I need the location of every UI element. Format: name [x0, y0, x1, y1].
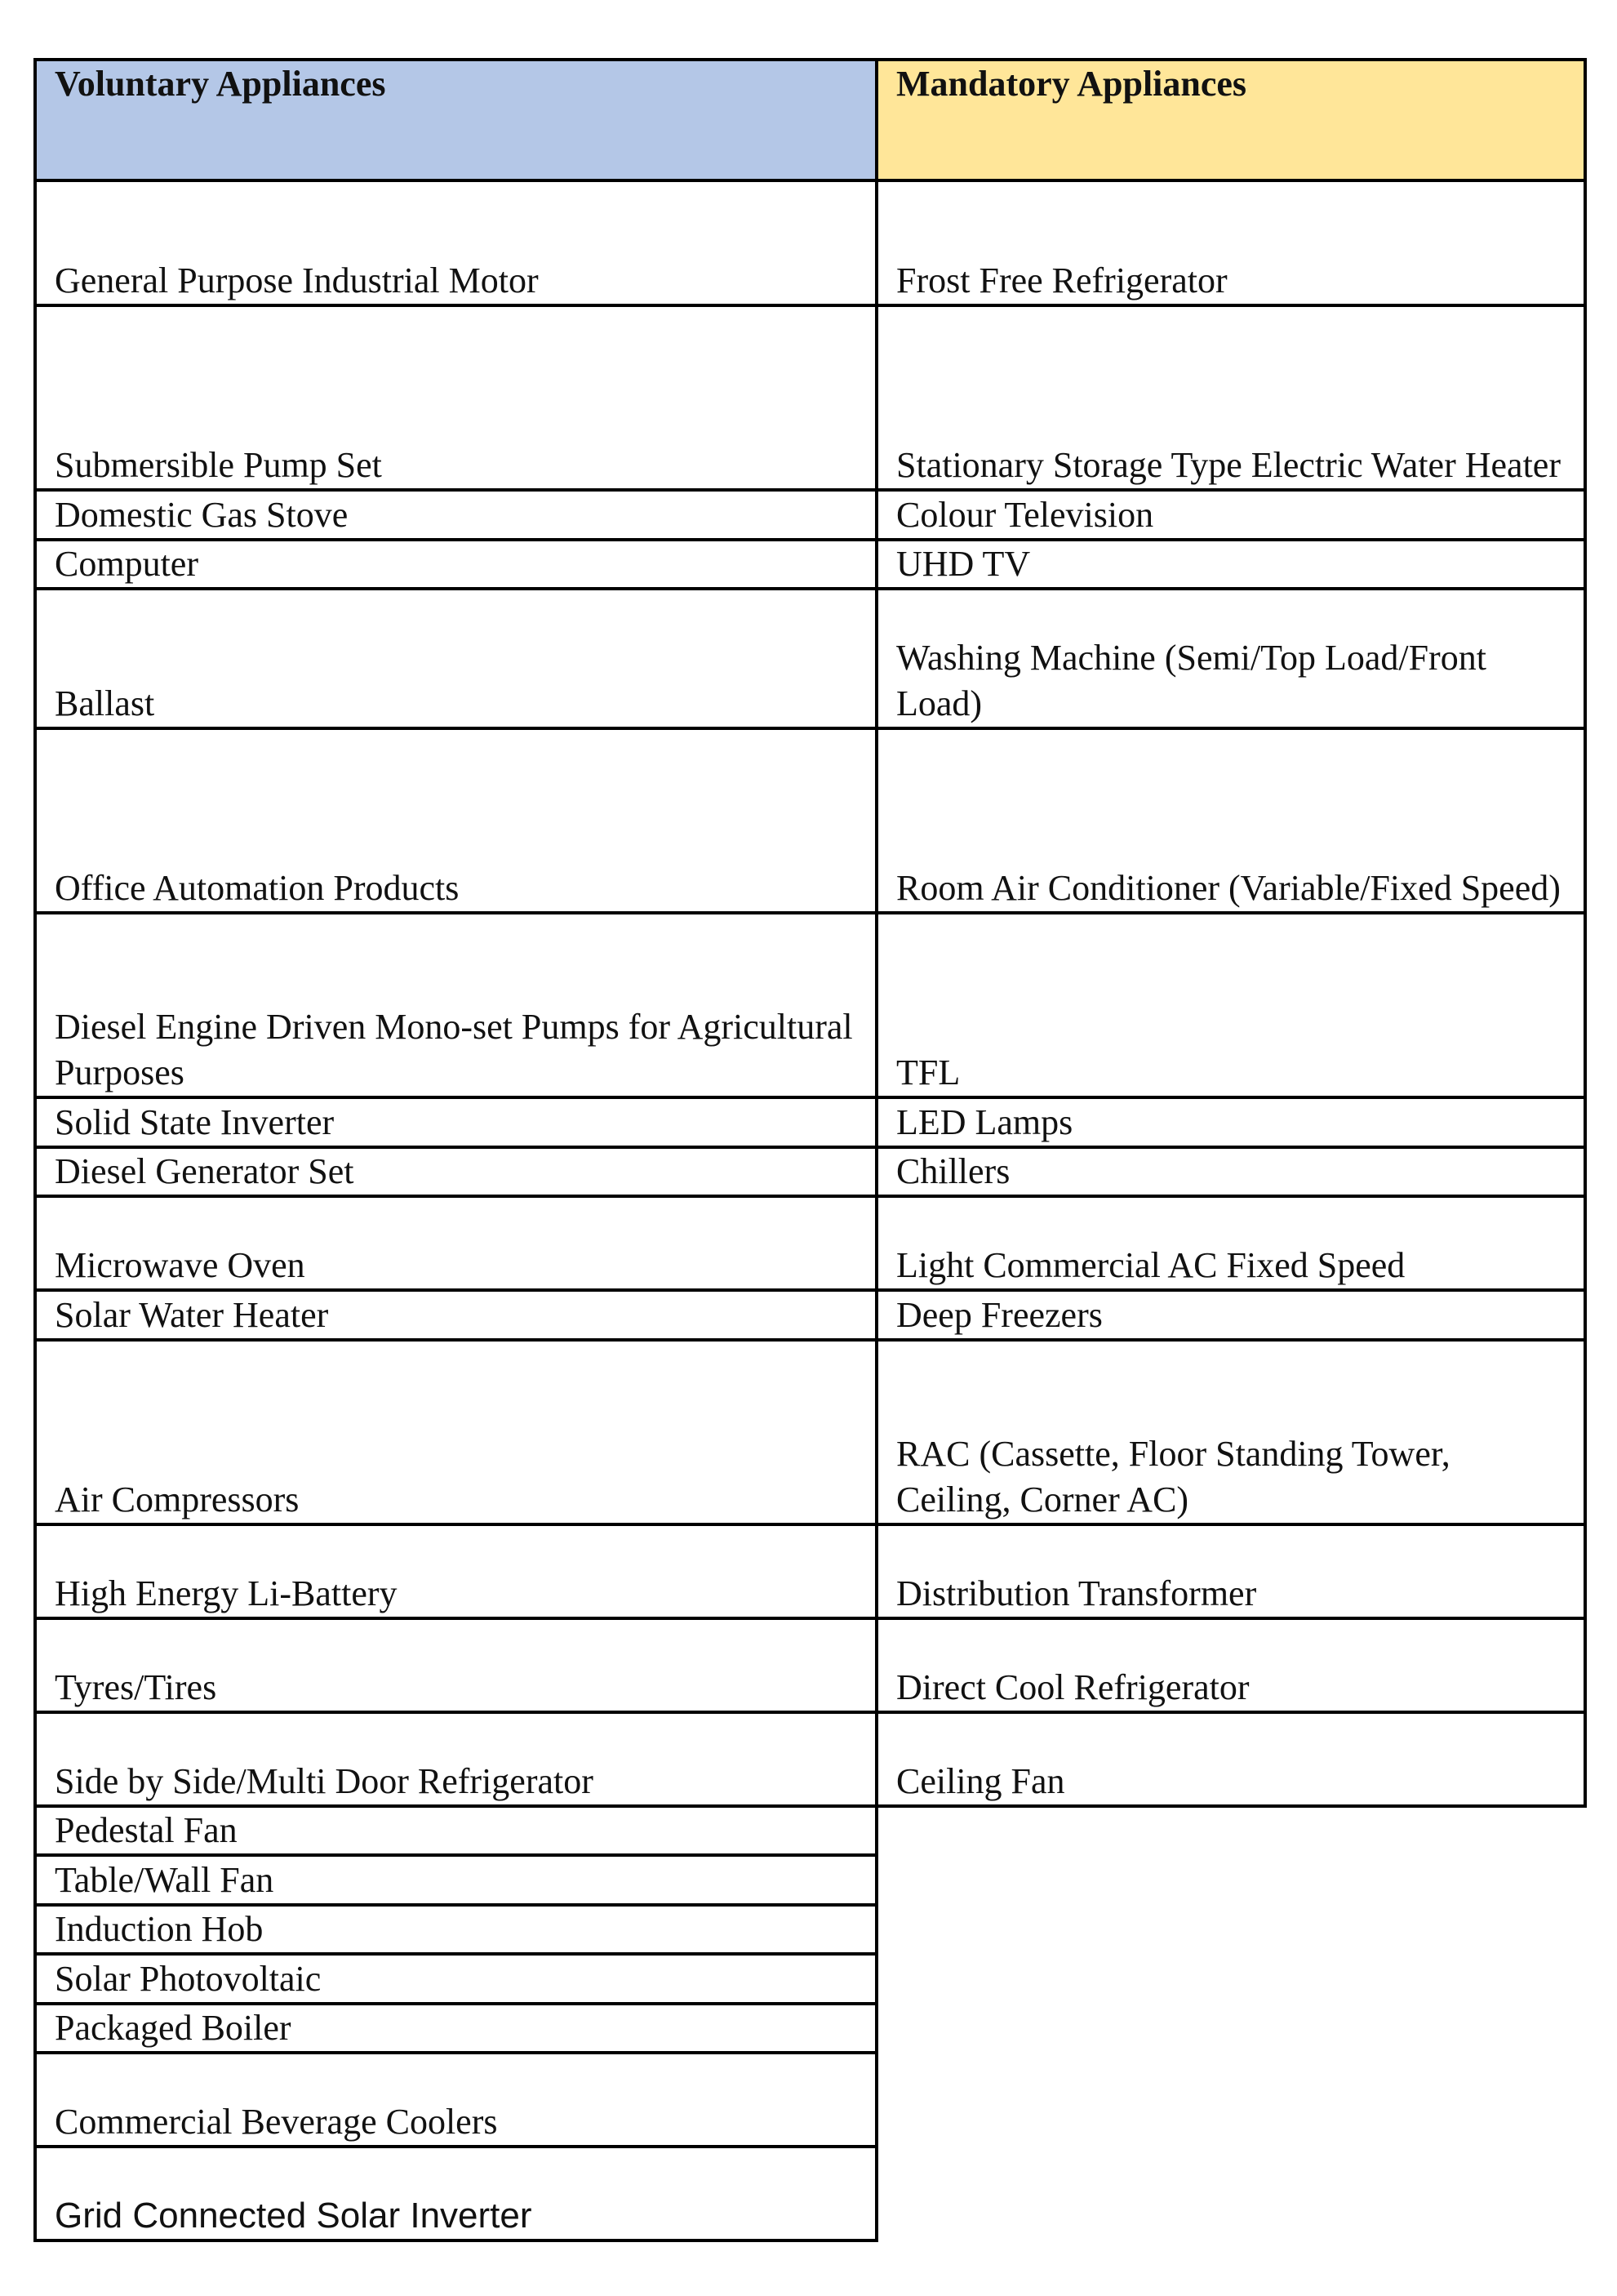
empty-cell: [877, 1806, 1585, 1855]
mandatory-cell: Stationary Storage Type Electric Water Heater: [877, 305, 1585, 490]
appliances-table: [33, 58, 1587, 2242]
mandatory-cell: UHD TV: [877, 540, 1585, 589]
table-row: [35, 2053, 1585, 2147]
mandatory-cell: Chillers: [877, 1147, 1585, 1196]
empty-cell: [877, 2053, 1585, 2147]
mandatory-cell: Ceiling Fan: [877, 1712, 1585, 1806]
table-row: [35, 1618, 1585, 1712]
voluntary-cell: Diesel Generator Set: [35, 1147, 877, 1196]
voluntary-cell: High Energy Li-Battery: [35, 1524, 877, 1618]
voluntary-cell: Submersible Pump Set: [35, 305, 877, 490]
mandatory-cell: Direct Cool Refrigerator: [877, 1618, 1585, 1712]
empty-cell: [877, 1905, 1585, 1954]
table-row: [35, 490, 1585, 540]
mandatory-cell: Colour Television: [877, 490, 1585, 540]
voluntary-cell: Solar Water Heater: [35, 1290, 877, 1340]
table-row: [35, 1196, 1585, 1290]
voluntary-cell: Microwave Oven: [35, 1196, 877, 1290]
table-row: [35, 728, 1585, 913]
voluntary-cell: Grid Connected Solar Inverter: [35, 2147, 877, 2240]
table-row: [35, 180, 1585, 305]
empty-cell: [877, 1855, 1585, 1905]
table-row: [35, 1855, 1585, 1905]
mandatory-cell: Room Air Conditioner (Variable/Fixed Speed): [877, 728, 1585, 913]
table-row: [35, 913, 1585, 1097]
voluntary-cell: General Purpose Industrial Motor: [35, 180, 877, 305]
voluntary-header: Voluntary Appliances: [35, 60, 877, 180]
voluntary-cell: Commercial Beverage Coolers: [35, 2053, 877, 2147]
voluntary-cell: Diesel Engine Driven Mono-set Pumps for Agricultural Purposes: [35, 913, 877, 1097]
voluntary-cell: Ballast: [35, 589, 877, 728]
voluntary-cell: Solid State Inverter: [35, 1097, 877, 1147]
voluntary-cell: Domestic Gas Stove: [35, 490, 877, 540]
voluntary-cell: Solar Photovoltaic: [35, 1954, 877, 2004]
voluntary-cell: Packaged Boiler: [35, 2004, 877, 2053]
mandatory-cell: TFL: [877, 913, 1585, 1097]
table-row: [35, 1097, 1585, 1147]
voluntary-cell: Induction Hob: [35, 1905, 877, 1954]
mandatory-cell: Light Commercial AC Fixed Speed: [877, 1196, 1585, 1290]
voluntary-cell: Tyres/Tires: [35, 1618, 877, 1712]
voluntary-cell: Computer: [35, 540, 877, 589]
mandatory-header: Mandatory Appliances: [877, 60, 1585, 180]
voluntary-cell: Pedestal Fan: [35, 1806, 877, 1855]
mandatory-cell: Deep Freezers: [877, 1290, 1585, 1340]
mandatory-cell: LED Lamps: [877, 1097, 1585, 1147]
mandatory-cell: Distribution Transformer: [877, 1524, 1585, 1618]
table-row: [35, 1340, 1585, 1524]
header-row: [35, 60, 1585, 180]
voluntary-cell: Office Automation Products: [35, 728, 877, 913]
table-row: [35, 540, 1585, 589]
table-row: [35, 2147, 1585, 2240]
table-row: [35, 1712, 1585, 1806]
empty-cell: [877, 2147, 1585, 2240]
mandatory-cell: RAC (Cassette, Floor Standing Tower, Ceiling, Corner AC): [877, 1340, 1585, 1524]
empty-cell: [877, 1954, 1585, 2004]
voluntary-cell: Air Compressors: [35, 1340, 877, 1524]
voluntary-cell: Table/Wall Fan: [35, 1855, 877, 1905]
mandatory-cell: Frost Free Refrigerator: [877, 180, 1585, 305]
table-row: [35, 1290, 1585, 1340]
table-row: [35, 2004, 1585, 2053]
empty-cell: [877, 2004, 1585, 2053]
table-row: [35, 1147, 1585, 1196]
table-row: [35, 1954, 1585, 2004]
voluntary-cell: Side by Side/Multi Door Refrigerator: [35, 1712, 877, 1806]
table-row: [35, 1524, 1585, 1618]
mandatory-cell: Washing Machine (Semi/Top Load/Front Load): [877, 589, 1585, 728]
table-row: [35, 1905, 1585, 1954]
table-row: [35, 1806, 1585, 1855]
table-row: [35, 589, 1585, 728]
table-row: [35, 305, 1585, 490]
